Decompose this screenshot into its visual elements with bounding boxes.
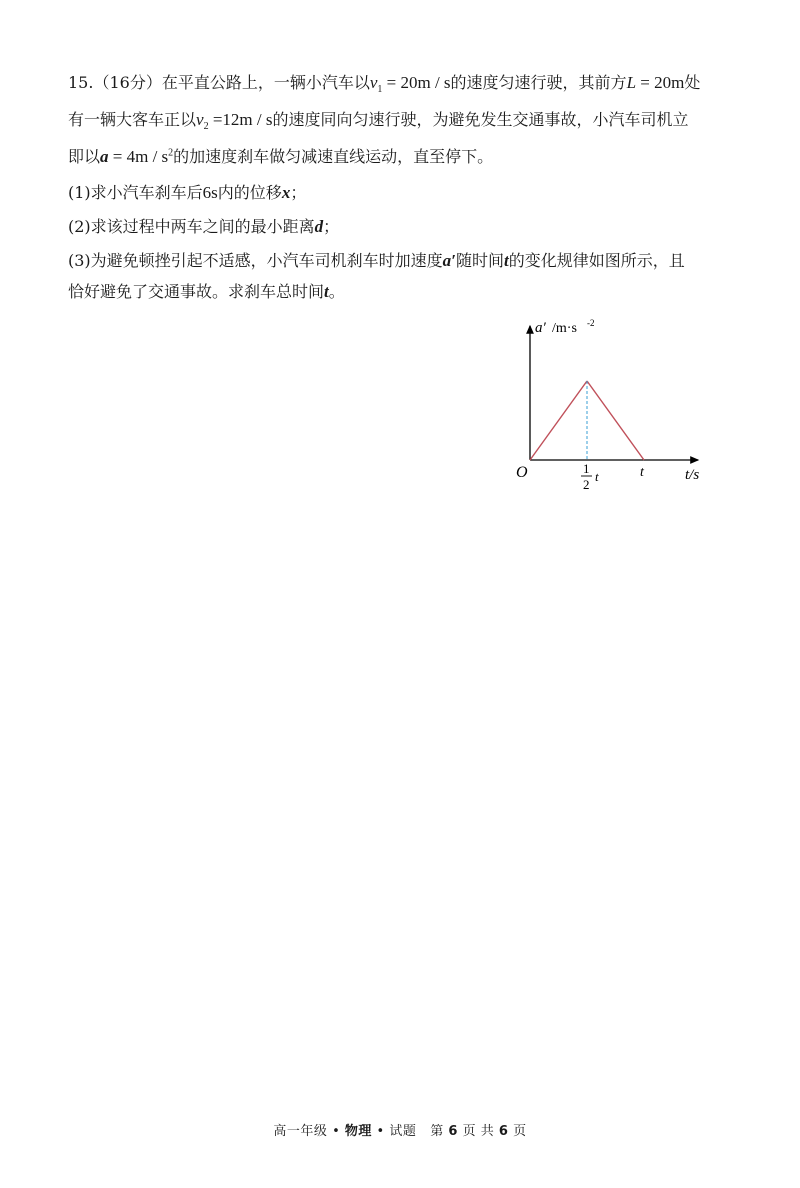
t-symbol: t <box>324 282 329 301</box>
question-2 <box>68 214 339 237</box>
question-1 <box>68 180 306 203</box>
v1-symbol: v <box>369 73 378 92</box>
footer-dot: • <box>376 1124 385 1139</box>
text: ； <box>290 183 307 202</box>
problem-line-2 <box>68 107 688 132</box>
origin-label: O <box>516 464 528 481</box>
x-symbol: x <box>281 183 291 202</box>
mid-denominator: 2 <box>583 477 590 492</box>
v2-value: =12m / s <box>208 110 273 129</box>
y-axis-unit: /m·s <box>552 321 577 336</box>
x-axis-label: t/s <box>685 467 700 483</box>
a-prime-symbol: a′ <box>442 251 456 270</box>
question-3-line-2 <box>68 279 345 302</box>
mid-numerator: 1 <box>583 461 590 476</box>
footer-grade: 高一年级 <box>273 1124 328 1139</box>
footer-page-suffix: 页 <box>513 1124 527 1139</box>
acceleration-time-graph <box>505 318 720 498</box>
text: 的变化规律如图所示，且 <box>508 251 685 270</box>
text: 处 <box>684 73 701 92</box>
a-symbol: a <box>100 147 109 166</box>
text: (2)求该过程中两车之间的最小距离 <box>68 217 315 236</box>
text: 的速度匀速行驶，其前方 <box>450 73 627 92</box>
v1-value: = 20m / s <box>382 73 451 92</box>
text: 的加速度刹车做匀减速直线运动，直至停下。 <box>173 147 494 166</box>
text: 有一辆大客车正以 <box>68 110 197 129</box>
rising-line <box>530 381 587 460</box>
L-symbol: L <box>626 73 637 92</box>
text: ； <box>323 217 340 236</box>
d-symbol: d <box>314 217 324 236</box>
a-value: = 4m / s <box>108 147 169 166</box>
problem-number: 15. <box>68 73 94 92</box>
footer-page-mid: 页 共 <box>462 1124 495 1139</box>
L-value: = 20m <box>636 73 685 92</box>
question-3-line-1 <box>68 248 685 271</box>
t-symbol: t <box>503 251 509 270</box>
text: 内的位移 <box>217 183 282 202</box>
end-time-label: t <box>640 465 644 480</box>
text: 随时间 <box>455 251 504 270</box>
text: 的速度同向匀速行驶，为避免发生交通事故，小汽车司机立 <box>272 110 689 129</box>
a-superscript: 2 <box>168 147 174 159</box>
text: (3)为避免顿挫引起不适感，小汽车司机刹车时加速度 <box>68 251 443 270</box>
footer-total-pages: 6 <box>498 1124 509 1139</box>
text: 即以 <box>68 147 101 166</box>
footer-kind: 试题 <box>389 1124 417 1139</box>
text: 。 <box>328 282 345 301</box>
problem-score: （16分） <box>93 73 162 92</box>
time-value: 6s <box>202 183 218 202</box>
y-axis-unit-sup: -2 <box>587 318 595 328</box>
v1-subscript: 1 <box>377 84 383 96</box>
mid-variable: t <box>595 469 599 484</box>
v2-subscript: 2 <box>203 121 209 133</box>
text: (1)求小汽车刹车后 <box>68 183 203 202</box>
falling-line <box>587 381 644 460</box>
text: 恰好避免了交通事故。求刹车总时间 <box>68 282 325 301</box>
y-axis-label: a′ <box>535 320 546 336</box>
footer-page-prefix: 第 <box>430 1124 444 1139</box>
footer-page-number: 6 <box>448 1124 458 1139</box>
page-footer <box>0 1120 800 1139</box>
problem-line-1 <box>68 70 700 95</box>
footer-subject: 物理 <box>344 1124 372 1139</box>
footer-dot: • <box>332 1124 341 1139</box>
text: 在平直公路上，一辆小汽车以 <box>161 73 370 92</box>
v2-symbol: v <box>196 110 204 129</box>
problem-line-3 <box>68 144 493 167</box>
